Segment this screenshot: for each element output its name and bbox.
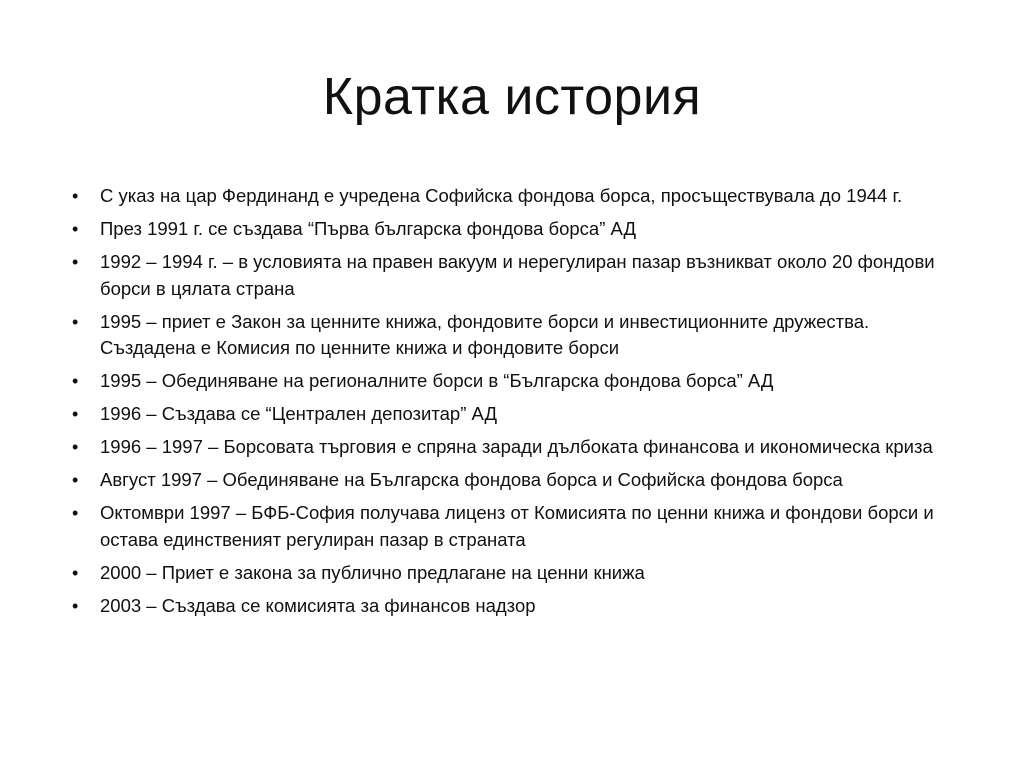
list-item [72,467,962,494]
list-item-text: 1995 – Обединяване на регионалните борси в “Българска фондова борса” АД [100,370,774,391]
list-item-text: Август 1997 – Обединяване на Българска фондова борса и Софийска фондова борса [100,469,843,490]
list-item-text: 2003 – Създава се комисията за финансов надзор [100,594,536,616]
list-item [72,560,962,587]
bullet-icon: • [72,470,79,490]
list-item [72,500,962,553]
list-item [72,401,962,428]
bullet-icon: • [72,404,79,424]
list-item-text: 1992 – 1994 г. – в условията на правен вакуум и нерегулиран пазар възникват около 20 фондови борси в цялата страна [100,251,935,299]
list-item [72,434,962,461]
list-item [72,593,962,620]
bullet-icon: • [72,503,79,523]
list-item [72,309,962,362]
list-item-text: 1996 – Създава се “Централен депозитар” АД [100,403,498,424]
slide-title: Кратка история [322,68,702,126]
bullet-icon: • [72,311,79,332]
bullet-icon: • [72,562,79,583]
list-item [72,249,962,302]
list-item-text: С указ на цар Фердинанд е учредена Софийска фондова борса, просъществувала до 1944 г. [100,185,903,206]
bullet-icon: • [72,186,79,206]
list-item-text: През 1991 г. се създава “Първа българска фондова борса” АД [100,218,637,239]
list-item-text: 1996 – 1997 – Борсовата търговия е спряна заради дълбоката финансова и икономическа криза [100,436,933,457]
list-item [72,216,962,243]
list-item [72,183,962,210]
list-item-text: 1995 – приет е Закон за ценните книжа, фондовите борси и инвестиционните дружества. Създадена е Комисия по ценните книжа и фондовите борси [100,310,870,358]
bullet-icon: • [72,595,79,616]
bullet-icon: • [72,371,79,391]
list-item-text: Октомври 1997 – БФБ-София получава лиценз от Комисията по ценни книжа и фондови борси и остава единственият регулиран пазар в страната [100,502,934,550]
bullet-icon: • [72,219,79,239]
bullet-icon: • [72,252,79,272]
list-item [72,368,962,395]
bullet-icon: • [72,437,79,457]
list-item-text: 2000 – Приет е закона за публично предлагане на ценни книжа [100,561,645,583]
bullet-list [72,183,962,626]
